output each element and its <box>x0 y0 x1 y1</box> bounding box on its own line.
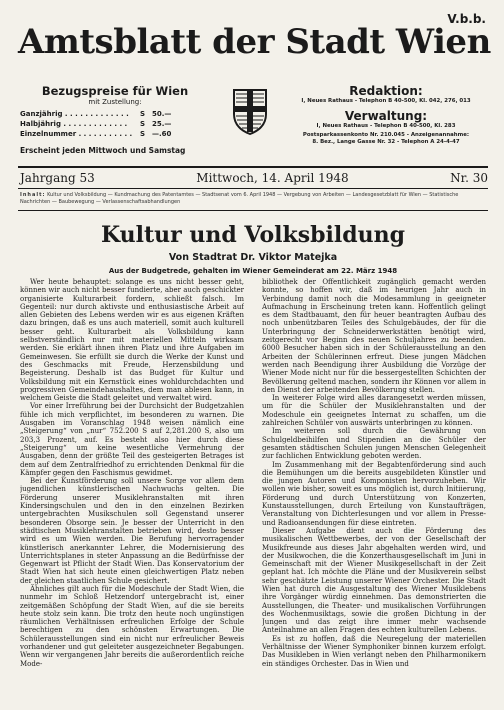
issue-number: Nr. 30 <box>450 171 488 185</box>
price-label: Einzelnummer . . . . . . . . . . . <box>20 130 133 138</box>
article-paragraph: Im weiteren soll durch die Gewährung von Schulgeldbeihilfen und Stipendien an die Schüler der gesamten städtischen Schulen jungen Menschen Gelegenheit zur fachlichen Entwicklung geboten werden. <box>262 427 486 461</box>
editorial-contact: I, Neues Rathaus - Telephon B 40-500, Kl. 042, 276, 013 <box>301 98 471 104</box>
contents-divider <box>18 210 488 211</box>
price-currency: S <box>140 110 146 118</box>
price-row <box>20 110 210 120</box>
article-paragraph: Bei der Kunstförderung soll unsere Sorge vor allem dem jugendlichen künstlerischen Nachwuchs gelten. Die Förderung unserer Musiklehranstalten mit ihren Kindersingschulen und den in den einzelnen Bezirken untergebrachten Musikschulen soll Gegenstand unserer besonderen Obsorge sein. Je besser der Unterricht in den städtischen Musiklehranstalten betrieben wird, desto besser wird es um Wien werden. Die Berufung hervorragender künstlerisch anerkannter Lehrer, die Modernisierung des Unterrichtsplanes in steter Anpassung an die Bedürfnisse der Gegenwart ist Pflicht der Stadt Wien. Das Konservatorium der Stadt Wien hat sich heute einen gleichwertigen Platz neben der gleichen staatlichen Schule gesichert. <box>20 477 244 585</box>
price-currency: S <box>140 120 146 128</box>
newspaper-page <box>18 8 491 704</box>
price-value: 25.— <box>152 120 172 128</box>
contents-label: Inhalt: <box>20 192 46 198</box>
article-paragraph: Wer heute behauptet: solange es uns nicht besser geht, können wir auch nicht besser fundierte, aber auch geschickter organisierte Kulturarbeit fordern, schließt falsch. Im Gegenteil: nur durch aktivste und enthusiastische Arbeit auf allen Gebieten des Lebens werden wir es aus eigenen Kräften dazu bringen, daß es uns auch materiell, somit auch kulturell besser geht. Kulturarbeit als Volksbildung kann selbstverständlich nur mit materiellen Mitteln wirksam werden. Sie erklärt ihnen ihren Platz und ihre Aufgaben im Gemeinwesen. Sie erfüllt sie durch die Werke der Kunst und des Geschmacks mit Freude, Herzensbildung und Begeisterung. Deshalb ist das Budget für Kultur und Volksbildung mit ein Kernstück eines wohldurchdachten und progressiven Gemeindehaushaltes, dem man ablesen kann, in welchem Geiste die Stadt geleitet und verwaltet wird. <box>20 278 244 403</box>
advertising-address: 8. Bez., Lange Gasse Nr. 32 - Telephon A 24-4-47 <box>312 139 460 145</box>
article-column-left <box>20 278 244 708</box>
postal-tag: V.b.b. <box>447 12 486 26</box>
issue-divider <box>18 188 488 189</box>
administration-contact: I, Neues Rathaus - Telephon B 40-500, Kl. 283 <box>316 123 456 129</box>
price-row <box>20 120 210 130</box>
article-subtitle: Aus der Budgetrede, gehalten im Wiener Gemeinderat am 22. März 1948 <box>108 267 398 275</box>
subscription-subtitle: mit Zustellung: <box>88 98 142 106</box>
article-author: Von Stadtrat Dr. Viktor Matejka <box>168 252 338 263</box>
price-label: Ganzjährig . . . . . . . . . . . . . <box>20 110 129 118</box>
price-value: —.60 <box>152 130 172 138</box>
article-paragraph: Vor einer Irreführung bei der Durchsicht der Budgetzahlen fühle ich mich verpflichtet, im besonderen zu warnen. Die Ausgaben im Voranschlag 1948 weisen nämlich eine „Steigerung“ von „nur“ 752.200 S auf 2,281.200 S, also um 203,3 Prozent, auf. Es besteht also hier durch diese „Steigerung“ um keine wesentliche Vermehrung der Ausgaben, denn der größte Teil des gesteigerten Betrages ist dem auf dem Zentralfriedhof zu errichtenden Denkmal für die Kämpfer gegen den Faschismus gewidmet. <box>20 402 244 477</box>
price-value: 50.— <box>152 110 172 118</box>
publication-schedule: Erscheint jeden Mittwoch und Samstag <box>20 146 186 155</box>
issue-bar <box>20 171 488 185</box>
article-paragraph: Es ist zu hoffen, daß die Neuregelung der materiellen Verhältnisse der Wiener Symphoniker binnen kurzem erfolgt. Das Musikleben in Wien verlangt neben den Philharmonikern ein ständiges Orchester. Das in Wien und <box>262 634 486 668</box>
article-title: Kultur und Volksbildung <box>101 222 405 248</box>
price-currency: S <box>140 130 146 138</box>
article-paragraph: Dieser Aufgabe dient auch die Förderung des musikalischen Wettbewerbes, der von der Gesellschaft der Musikfreunde aus dieses Jahr abgehalten werden wird, und der Musikwochen, die die Konzerthausgesellschaft im Juni in Gemeinschaft mit der Wiener Musikgesellschaft in der Zeit geplant hat. Ich möchte die Pläne und der Musikverein selbst sehr geschätzte Leistung unserer Wiener Orchester. Die Stadt Wien hat durch die Ausgestaltung des Wiener Musiklebens ihre Vorgänger würdig einnehmen. Das demonstrierten die Ausstellungen, die Theater- und musikalischen Vorführungen des Wochenmusiktags, sowie die großen Dichtung in der Jungen und das zeigt ihre immer mehr wachsende Anteilnahme an allen Fragen des echten kulturellen Lebens. <box>262 526 486 635</box>
editorial-title: Redaktion: <box>349 84 423 98</box>
vienna-coat-of-arms-icon <box>232 88 268 136</box>
article-paragraph: Ähnliches gilt auch für die Modeschule der Stadt Wien, die nunmehr im Schloß Hetzendorf untergebracht ist, einer zeitgemäßen Schöpfung der Stadt Wien, auf die sie bereits heute stolz sein kann. Die trotz den heute noch ungünstigen räumlichen Verhältnissen erfreulichen Erfolge der Schule berechtigen zu den schönsten Erwartungen. Die Schülerausstellungen sind ein nicht nur erfreulicher Beweis vorhandener und gut geleiteter ausgezeichneter Begabungen. Wenn wir vergangenen Jahr bereits die außerordentlich reiche Mode- <box>20 584 244 668</box>
postal-account-line: Postsparkassenkonto Nr. 210.045 - Anzeigenannahme: <box>302 132 470 138</box>
volume-label: Jahrgang 53 <box>20 171 95 185</box>
article-paragraph: In weiterer Folge wird alles darangesetzt werden müssen, um für die Schüler der Musiklehranstalten und der Modeschule ein geeignetes Internat zu schaffen, um die zahlreichen Schüler von auswärts unterbringen zu können. <box>262 394 486 428</box>
price-row <box>20 130 210 140</box>
top-divider <box>18 166 488 168</box>
contact-block <box>284 84 488 146</box>
administration-title: Verwaltung: <box>344 109 428 123</box>
article-paragraph: bibliothek der Öffentlichkeit zugänglich gemacht werden konnte, so hoffen wir, daß im heurigen Jahr auch in Verbindung damit noch die Modesammlung in geeigneter Aufmachung in Erscheinung treten kann. Hoffentlich gelingt es dem Stadtbauamt, den für heuer beantragten Aufbau des noch unbenützbaren Teiles des Schulgebäudes, der für die Unterbringung der Schneiderwerkstätten benötigt wird, zeitgerecht vor Beginn des neuen Schuljahres zu beenden. 6000 Besucher haben sich in der Schülerausstellung an den Arbeiten der Schülerinnen erfreut. Diese jungen Mädchen werden nach Beendigung ihrer Ausbildung die Vorzüge der Wiener Mode nicht nur für die bessergestellten Schichten der Bevölkerung geltend machen, sondern ihr Können vor allem in den Dienst der arbeitenden Bevölkerung stellen. <box>262 278 486 394</box>
article-column-right <box>262 278 486 708</box>
subscription-block <box>20 84 210 155</box>
table-of-contents <box>20 192 486 206</box>
subscription-title: Bezugspreise für Wien <box>41 84 189 98</box>
article-paragraph: Im Zusammenhang mit der Begabtenförderung sind auch die Bemühungen um die bereits ausgebildeten Künstler und die jungen Autoren und Komponisten hervorzuheben. Wir wollen wie bisher, soweit es uns möglich ist, durch Initiierung, Förderung und durch Unterstützung von Konzerten, Kunstausstellungen, durch Erteilung von Kunstaufträgen, Veranstaltung von Dichterlesungen und vor allem in Presse- und Radioansendungen für diese eintreten. <box>262 460 486 527</box>
price-label: Halbjährig . . . . . . . . . . . . . <box>20 120 128 128</box>
contents-text: Kultur und Volksbildung — Kundmachung des Patentamtes — Stadtsenat vom 6. April 1948 — Vergebung von Arbeiten — Landesgesetzblatt für Wien — Statistische Nachrichten — Baubewegung — Verlassenschaftsabhandlungen <box>20 192 459 205</box>
issue-date: Mittwoch, 14. April 1948 <box>196 171 349 185</box>
masthead-title: Amtsblatt der Stadt Wien <box>18 22 491 62</box>
